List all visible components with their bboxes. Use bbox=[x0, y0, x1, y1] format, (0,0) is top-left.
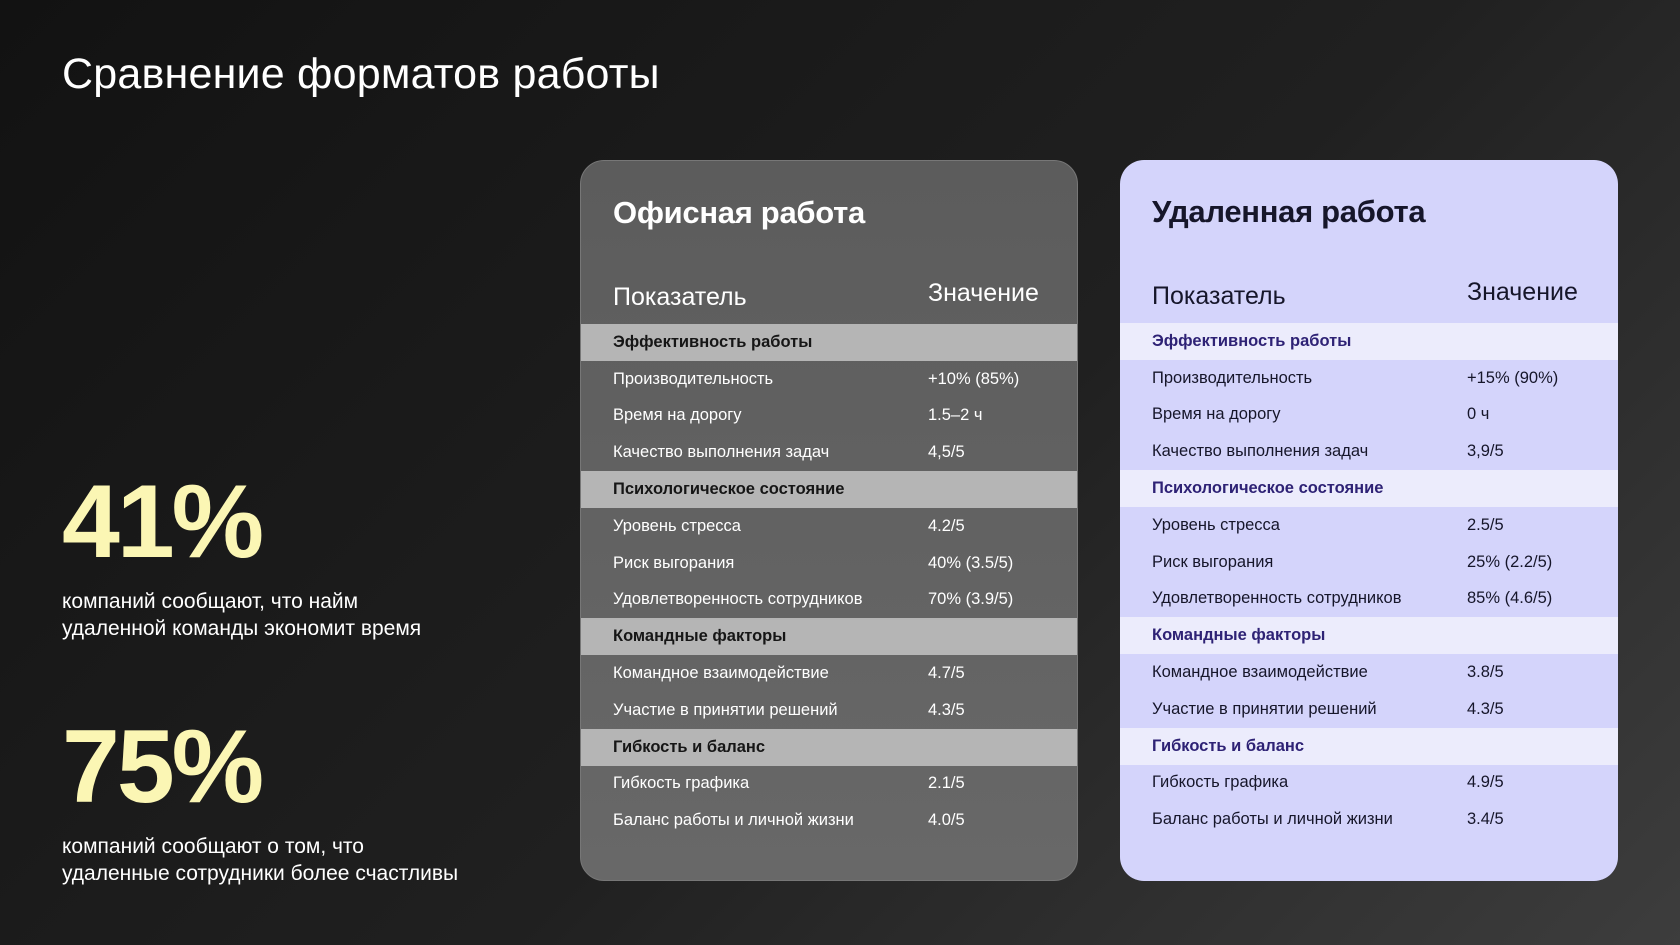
page-title: Сравнение форматов работы bbox=[62, 50, 660, 98]
table-row bbox=[1120, 397, 1618, 434]
indicator-value: 4.3/5 bbox=[1467, 699, 1504, 718]
indicator-name: Удовлетворенность сотрудников bbox=[613, 590, 863, 609]
indicator-value: 3.4/5 bbox=[1467, 810, 1504, 829]
table-row bbox=[581, 508, 1077, 545]
remote-work-card bbox=[1120, 160, 1618, 881]
table-row bbox=[1120, 801, 1618, 838]
table-row bbox=[1120, 691, 1618, 728]
stat-value: 41% bbox=[62, 464, 262, 580]
table-section-header bbox=[581, 618, 1077, 655]
indicator-value: 70% (3.9/5) bbox=[928, 590, 1014, 609]
indicator-name: Удовлетворенность сотрудников bbox=[1152, 589, 1402, 608]
table-row bbox=[581, 361, 1077, 398]
indicator-name: Время на дорогу bbox=[1152, 405, 1281, 424]
stat-caption: компаний сообщают, что найм удаленной команды экономит время bbox=[62, 590, 422, 640]
table-row bbox=[581, 692, 1077, 729]
indicator-value: 4,5/5 bbox=[928, 443, 965, 462]
indicator-name: Качество выполнения задач bbox=[1152, 442, 1369, 461]
indicator-name: Уровень стресса bbox=[613, 516, 741, 535]
indicator-value: 4.7/5 bbox=[928, 664, 965, 683]
section-label: Психологическое состояние bbox=[613, 480, 845, 499]
indicator-value: 4.2/5 bbox=[928, 516, 965, 535]
table-row bbox=[581, 582, 1077, 619]
table-row bbox=[1120, 433, 1618, 470]
table-row bbox=[1120, 544, 1618, 581]
indicator-name: Командное взаимодействие bbox=[613, 664, 829, 683]
column-header-indicator: Показатель bbox=[613, 283, 747, 311]
office-work-card bbox=[580, 160, 1078, 881]
indicator-name: Уровень стресса bbox=[1152, 515, 1280, 534]
table-row bbox=[581, 545, 1077, 582]
table-row bbox=[1120, 360, 1618, 397]
indicator-name: Баланс работы и личной жизни bbox=[613, 811, 854, 830]
indicator-value: 2.5/5 bbox=[1467, 515, 1504, 534]
indicator-value: 25% (2.2/5) bbox=[1467, 552, 1553, 571]
indicator-name: Качество выполнения задач bbox=[613, 443, 830, 462]
indicator-name: Участие в принятии решений bbox=[613, 700, 838, 719]
table-header bbox=[1120, 278, 1618, 316]
section-label: Эффективность работы bbox=[1152, 331, 1352, 350]
indicator-value: +15% (90%) bbox=[1467, 368, 1559, 387]
table-row bbox=[581, 766, 1077, 803]
indicator-name: Баланс работы и личной жизни bbox=[1152, 810, 1393, 829]
table-section-header bbox=[1120, 728, 1618, 765]
table-row bbox=[581, 434, 1077, 471]
indicator-value: 1.5–2 ч bbox=[928, 406, 983, 425]
comparison-table bbox=[581, 324, 1077, 839]
section-label: Гибкость и баланс bbox=[1152, 736, 1305, 755]
indicator-name: Производительность bbox=[1152, 368, 1313, 387]
table-row bbox=[1120, 581, 1618, 618]
indicator-name: Командное взаимодействие bbox=[1152, 663, 1368, 682]
indicator-value: 40% (3.5/5) bbox=[928, 553, 1014, 572]
stat-block bbox=[62, 464, 532, 642]
column-header-value: Значение bbox=[1467, 278, 1578, 306]
card-title: Удаленная работа bbox=[1152, 194, 1426, 229]
table-section-header bbox=[1120, 617, 1618, 654]
table-section-header bbox=[581, 729, 1077, 766]
indicator-value: +10% (85%) bbox=[928, 369, 1020, 388]
table-row bbox=[1120, 507, 1618, 544]
table-section-header bbox=[1120, 323, 1618, 360]
indicator-value: 3.8/5 bbox=[1467, 663, 1504, 682]
indicator-name: Риск выгорания bbox=[613, 553, 735, 572]
indicator-value: 4.0/5 bbox=[928, 811, 965, 830]
indicator-value: 0 ч bbox=[1467, 405, 1490, 424]
indicator-value: 4.9/5 bbox=[1467, 773, 1504, 792]
stat-block bbox=[62, 709, 532, 887]
table-row bbox=[1120, 765, 1618, 802]
stat-caption: компаний сообщают о том, что удаленные сотрудники более счастливы bbox=[62, 835, 459, 885]
indicator-value: 2.1/5 bbox=[928, 774, 965, 793]
section-label: Гибкость и баланс bbox=[613, 737, 766, 756]
indicator-name: Гибкость графика bbox=[613, 774, 750, 793]
table-row bbox=[1120, 654, 1618, 691]
table-row bbox=[581, 398, 1077, 435]
table-section-header bbox=[581, 471, 1077, 508]
comparison-table bbox=[1120, 323, 1618, 838]
indicator-value: 85% (4.6/5) bbox=[1467, 589, 1553, 608]
table-row bbox=[581, 655, 1077, 692]
indicator-value: 3,9/5 bbox=[1467, 442, 1504, 461]
indicator-name: Риск выгорания bbox=[1152, 552, 1274, 571]
section-label: Командные факторы bbox=[613, 627, 787, 646]
section-label: Командные факторы bbox=[1152, 626, 1326, 645]
card-title: Офисная работа bbox=[613, 195, 865, 230]
stat-value: 75% bbox=[62, 709, 262, 825]
indicator-value: 4.3/5 bbox=[928, 700, 965, 719]
column-header-value: Значение bbox=[928, 279, 1039, 307]
indicator-name: Производительность bbox=[613, 369, 774, 388]
indicator-name: Время на дорогу bbox=[613, 406, 742, 425]
table-section-header bbox=[581, 324, 1077, 361]
section-label: Эффективность работы bbox=[613, 332, 813, 351]
table-section-header bbox=[1120, 470, 1618, 507]
table-row bbox=[581, 802, 1077, 839]
indicator-name: Участие в принятии решений bbox=[1152, 699, 1377, 718]
indicator-name: Гибкость графика bbox=[1152, 773, 1289, 792]
section-label: Психологическое состояние bbox=[1152, 479, 1384, 498]
table-header bbox=[581, 279, 1077, 317]
column-header-indicator: Показатель bbox=[1152, 282, 1286, 310]
